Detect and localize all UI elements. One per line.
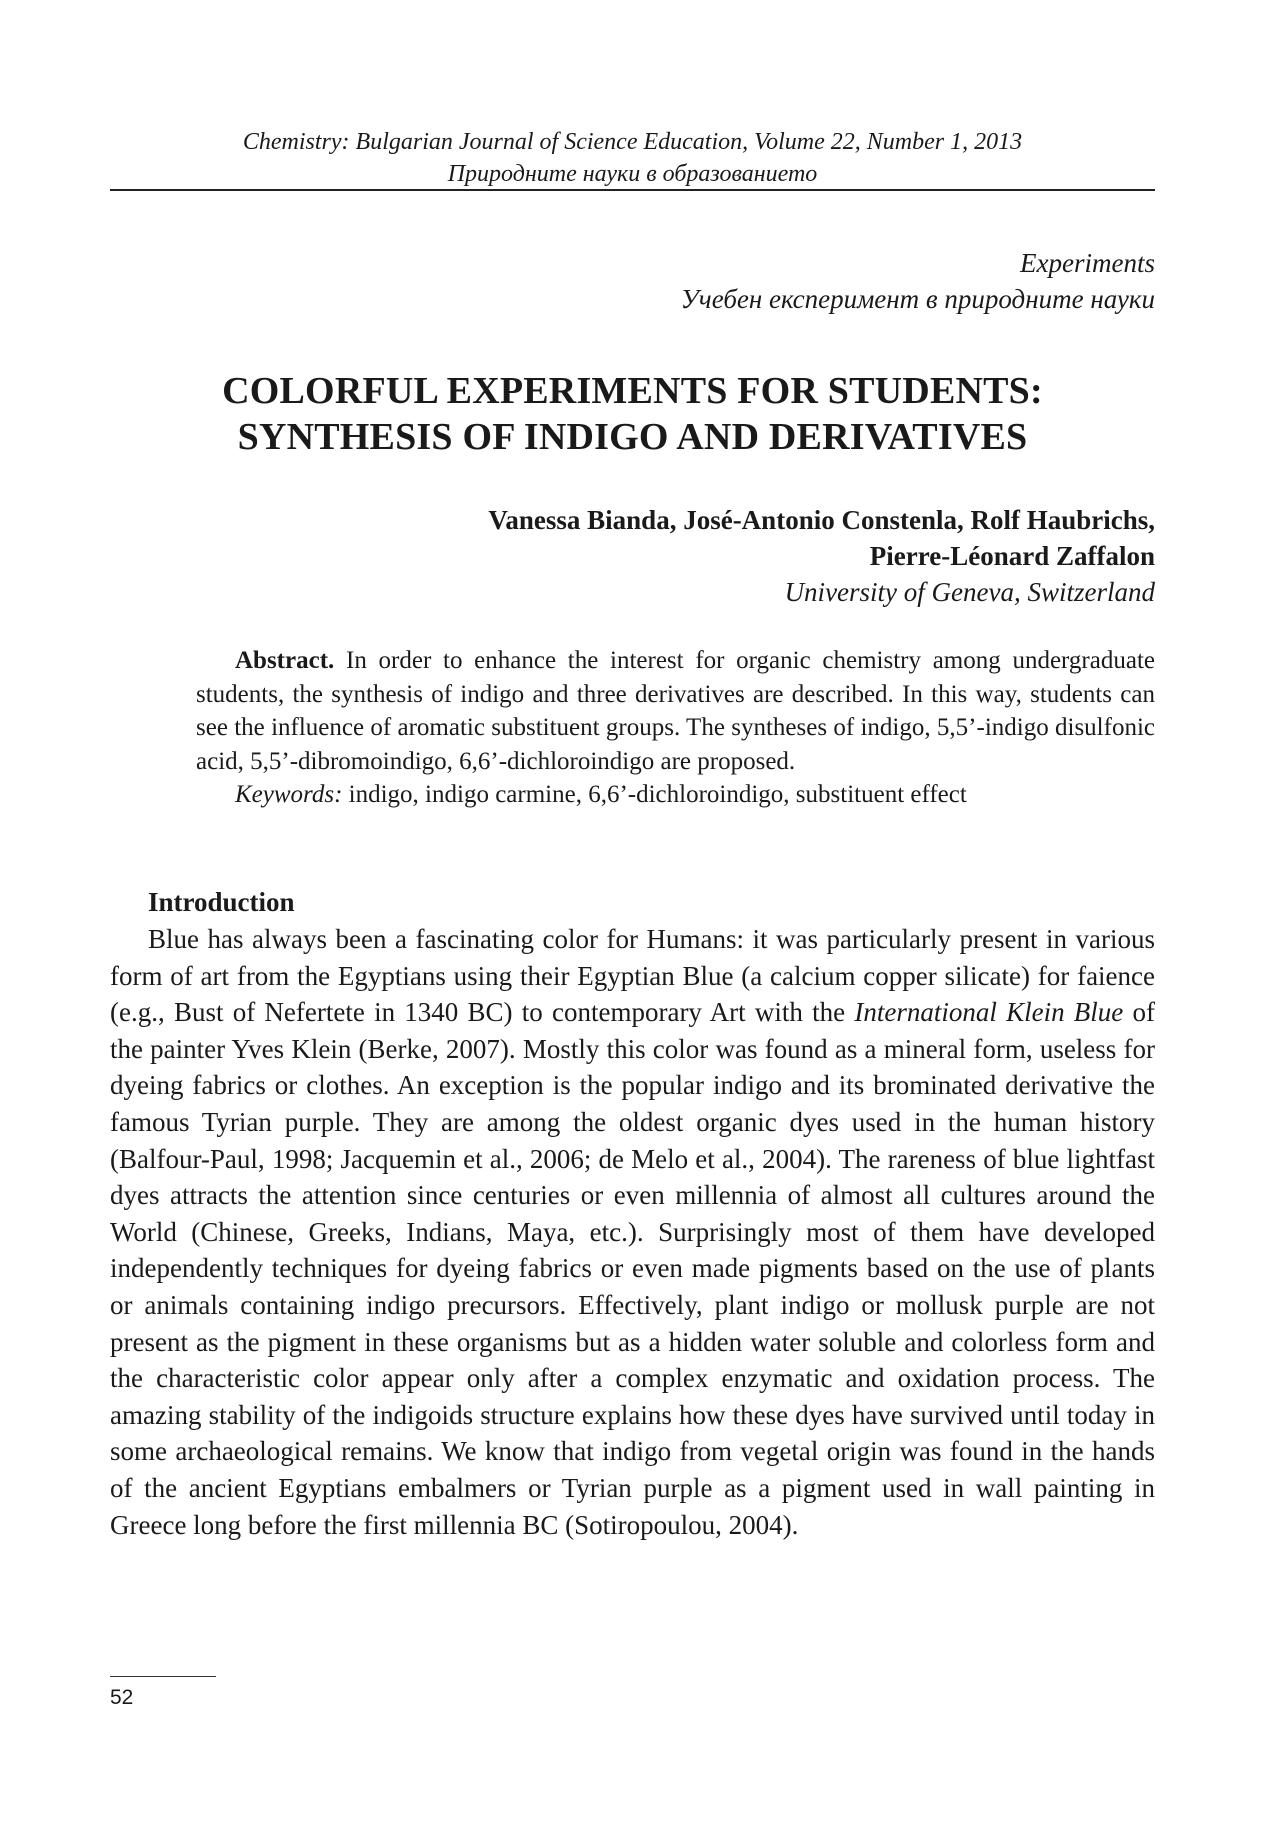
- author-list: [110, 502, 1155, 574]
- journal-subtitle: Природните науки в образованието: [447, 161, 818, 187]
- authors-line-2: Pierre-Léonard Zaffalon: [869, 541, 1155, 571]
- intro-text-part-1: Blue has always been a fascinating color for Humans: it was particularly present in various form of art from the Egyptians using their Egyptian Blue (a calcium copper silicate) for faience (e.g., Bust of Nefertete in 1340 BC) to contemporary Art with the: [110, 924, 1155, 1028]
- abstract-paragraph: [196, 644, 1155, 778]
- section-label-bulgarian: Учебен експеримент в природните науки: [680, 284, 1155, 314]
- abstract-text: In order to enhance the interest for organic chemistry among undergraduate students, the synthesis of indigo and three derivatives are described. In this way, students can see the influence of aromatic substituent groups. The syntheses of indigo, 5,5’-indigo disulfonic acid, 5,5’-dibromoindigo, 6,6’-dichloroindigo are proposed.: [196, 647, 1155, 775]
- article-title: [110, 368, 1155, 460]
- footer-divider: [110, 1676, 216, 1677]
- intro-italic-term: International Klein Blue: [854, 997, 1124, 1028]
- title-line-2: SYNTHESIS OF INDIGO AND DERIVATIVES: [237, 416, 1028, 458]
- keywords-label: Keywords:: [235, 781, 343, 808]
- abstract-block: [196, 644, 1155, 812]
- introduction-paragraph: [110, 921, 1155, 1543]
- affiliation: University of Geneva, Switzerland: [784, 577, 1155, 607]
- title-line-1: COLORFUL EXPERIMENTS FOR STUDENTS:: [222, 370, 1043, 412]
- journal-citation: Chemistry: Bulgarian Journal of Science Education, Volume 22, Number 1, 2013: [242, 129, 1023, 155]
- running-header: [110, 126, 1155, 190]
- keywords-paragraph: [196, 778, 1155, 812]
- page-number: 52: [110, 1686, 134, 1709]
- header-divider: [110, 189, 1155, 191]
- intro-text-part-2: of the painter Yves Klein (Berke, 2007). Mostly this color was found as a mineral form, useless for dyeing fabrics or clothes. An exception is the popular indigo and its brominated derivative the famous Tyrian purple. They are among the oldest organic dyes used in the human history (Balfour-Paul, 1998; Jacquemin et al., 2006; de Melo et al., 2004). The rareness of blue lightfast dyes attracts the attention since centuries or even millennia of almost all cultures around the World (Chinese, Greeks, Indians, Maya, etc.). Surprisingly most of them have developed independently techniques for dyeing fabrics or even made pigments based on the use of plants or animals containing indigo precursors. Effectively, plant indigo or mollusk purple are not present as the pigment in these organisms but as a hidden water soluble and colorless form and the characteristic color appear only after a complex enzymatic and oxidation process. The amazing stability of the indigoids structure explains how these dyes have survived until today in some archaeological remains. We know that indigo from vegetal origin was found in the hands of the ancient Egyptians embalmers or Tyrian purple as a pigment used in wall painting in Greece long before the first millennia BC (Sotiropoulou, 2004).: [110, 997, 1156, 1540]
- section-label-english: Experiments: [1020, 248, 1155, 278]
- keywords-text: indigo, indigo carmine, 6,6’-dichloroindigo, substituent effect: [348, 781, 967, 808]
- authors-line-1: Vanessa Bianda, José-Antonio Constenla, Rolf Haubrichs,: [488, 505, 1155, 535]
- introduction-heading: Introduction: [148, 887, 295, 917]
- abstract-label: Abstract.: [235, 647, 335, 674]
- section-label: [110, 245, 1155, 317]
